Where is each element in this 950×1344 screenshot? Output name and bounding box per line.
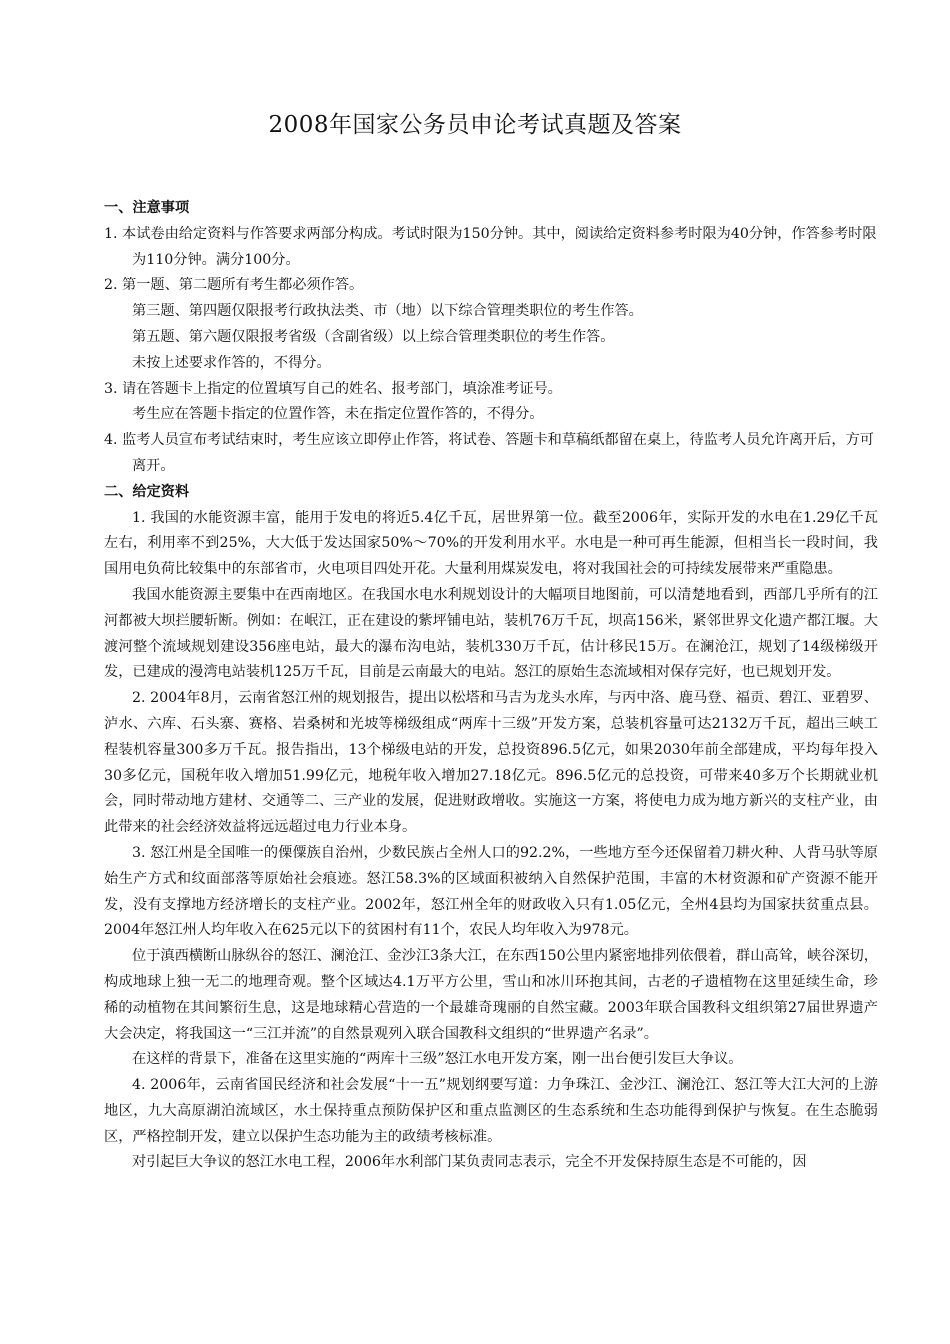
note-item-2: 2. 第一题、第二题所有考生都必须作答。	[104, 277, 364, 294]
note-item-2-line-3: 第五题、第六题仅限报考省级（含副省级）以上综合管理类职位的考生作答。	[132, 328, 615, 345]
material-paragraph-4: 3. 怒江州是全国唯一的傈僳族自治州，少数民族占全州人口的92.2%，一些地方至今还保留着刀耕火种、人背马驮等原始生产方式和纹面部落等原始社会痕迹。怒江58.3%的区域面积被纳入自然保护范围，丰富的木材资源和矿产资源不能开发，没有支撑地方经济增长的支柱产业。2002年，怒江州全年的财政收入只有1.05亿元，全州4县均为国家扶贫重点县。2004年怒江州人均年收入在625元以下的贫困村有11个，农民人均年收入为978元。	[104, 844, 878, 939]
section-heading-materials: 二、给定资料	[104, 483, 190, 500]
material-paragraph-3: 2. 2004年8月，云南省怒江州的规划报告，提出以松塔和马吉为龙头水库，与丙中洛、鹿马登、福贡、碧江、亚碧罗、泸水、六库、石头寨、赛格、岩桑树和光坡等梯级组成“两库十三级”开发方案，总装机容量可达2132万千瓦，超出三峡工程装机容量300多万千瓦。报告指出，13个梯级电站的开发，总投资896.5亿元，如果2030年前全部建成，平均每年投入30多亿元，国税年收入增加51.99亿元，地税年收入增加27.18亿元。896.5亿元的总投资，可带来40多万个长期就业机会，同时带动地方建材、交通等二、三产业的发展，促进财政增收。实施这一方案，将使电力成为地方新兴的支柱产业，由此带来的社会经济效益将远远超过电力行业本身。	[104, 690, 878, 836]
note-item-1: 1. 本试卷由给定资料与作答要求两部分构成。考试时限为150分钟。其中，阅读给定资料参考时限为40分钟，作答参考时限为110分钟。满分100分。	[104, 225, 877, 268]
material-paragraph-8: 对引起巨大争议的怒江水电工程，2006年水利部门某负责同志表示，完全不开发保持原生态是不可能的，因	[132, 1154, 807, 1171]
note-item-3-line-2: 考生应在答题卡指定的位置作答，未在指定位置作答的，不得分。	[132, 406, 544, 423]
section-heading-notes: 一、注意事项	[104, 200, 190, 216]
document-title: 2008年国家公务员申论考试真题及答案	[268, 112, 682, 138]
material-paragraph-2: 我国水能资源主要集中在西南地区。在我国水电水利规划设计的大幅项目地图前，可以清楚地看到，西部几乎所有的江河都被大坝拦腰斩断。例如：在岷江，正在建设的紫坪铺电站，装机76万千瓦，坝高156米，紧邻世界文化遗产都江堰。大渡河整个流域规划建设356座电站，最大的瀑布沟电站，装机330万千瓦，估计移民15万。在澜沧江，规划了14级梯级开发，已建成的漫湾电站装机125万千瓦，目前是云南最大的电站。怒江的原始生态流域相对保存完好，也已规划开发。	[104, 586, 878, 681]
material-paragraph-5: 位于滇西横断山脉纵谷的怒江、澜沧江、金沙江3条大江，在东西150公里内紧密地排列依偎着，群山高耸，峡谷深切，构成地球上独一无二的地理奇观。整个区域达4.1万平方公里，雪山和冰川环抱其间，古老的孑遗植物在这里延续生命，珍稀的动植物在其间繁衍生息，这是地球精心营造的一个最雄奇瑰丽的自然宝藏。2003年联合国教科文组织第27届世界遗产大会决定，将我国这一“三江并流”的自然景观列入联合国教科文组织的“世界遗产名录”。	[104, 948, 878, 1042]
note-item-4: 4. 监考人员宣布考试结束时，考生应该立即停止作答，将试卷、答题卡和草稿纸都留在桌上，待监考人员允许离开后，方可离开。	[104, 432, 874, 474]
note-item-2-line-4: 未按上述要求作答的，不得分。	[132, 354, 331, 371]
material-paragraph-7: 4. 2006年，云南省国民经济和社会发展“十一五”规划纲要写道：力争珠江、金沙江、澜沧江、怒江等大江大河的上游地区，九大高原湖泊流域区，水土保持重点预防保护区和重点监测区的生态系统和生态功能得到保护与恢复。在生态脆弱区，严格控制开发，建立以保护生态功能为主的政绩考核标准。	[104, 1077, 878, 1145]
material-paragraph-6: 在这样的背景下，准备在这里实施的“两库十三级”怒江水电开发方案，刚一出台便引发巨大争议。	[132, 1051, 743, 1068]
note-item-3: 3. 请在答题卡上指定的位置填写自己的姓名、报考部门，填涂准考证号。	[104, 380, 562, 397]
document-body	[104, 196, 878, 1176]
material-paragraph-1: 1. 我国的水能资源丰富，能用于发电的将近5.4亿千瓦，居世界第一位。截至2006年，实际开发的水电在1.29亿千瓦左右，利用率不到25%，大大低于发达国家50%～70%的开发利用水平。水电是一种可再生能源，但相当长一段时间，我国用电负荷比较集中的东部省市，火电项目四处开花。大量利用煤炭发电，将对我国社会的可持续发展带来严重隐患。	[104, 509, 878, 578]
note-item-2-line-2: 第三题、第四题仅限报考行政执法类、市（地）以下综合管理类职位的考生作答。	[132, 303, 643, 320]
